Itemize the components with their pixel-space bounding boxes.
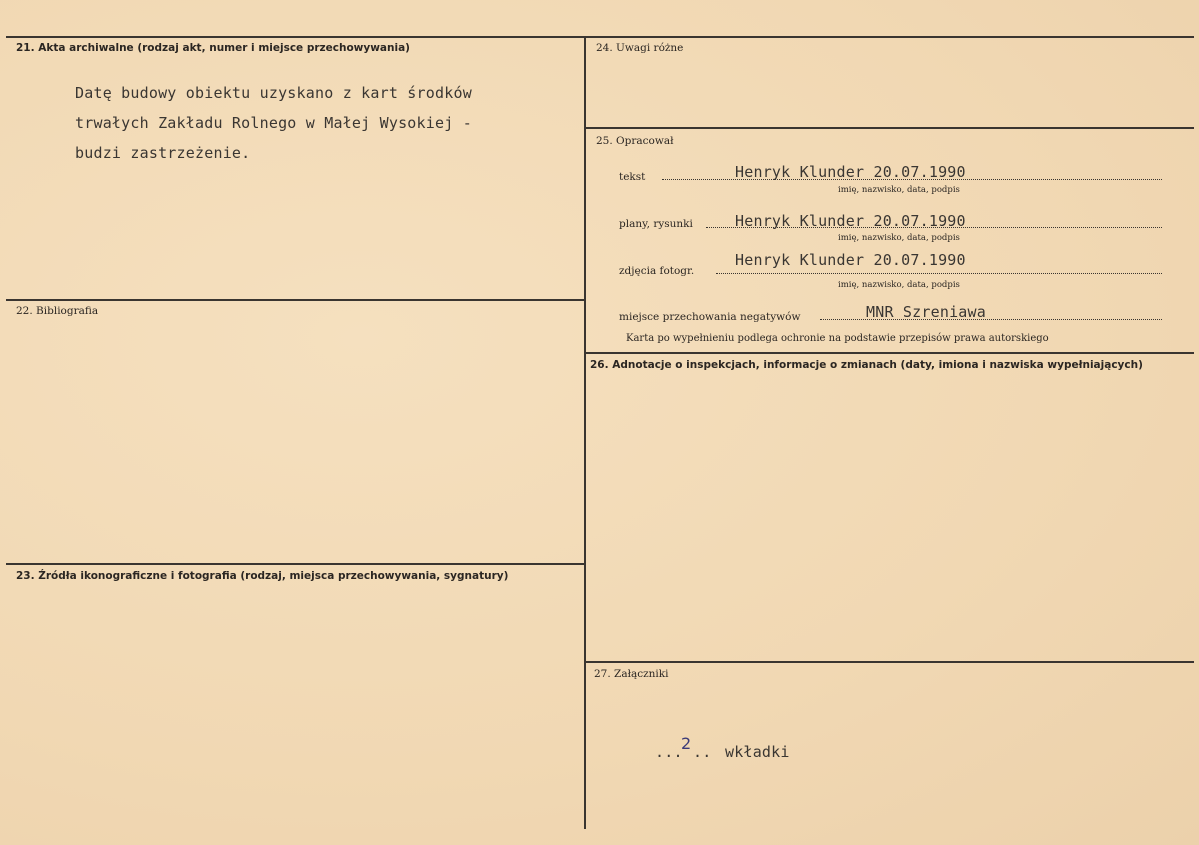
attachments-suffix: wkładki — [725, 743, 790, 761]
divider-24-25 — [585, 127, 1194, 129]
field-line-photos — [716, 273, 1162, 274]
attachments-count: 2 — [681, 734, 692, 753]
attachments-dots-before: ... — [655, 743, 683, 761]
section-22-label: 22. Bibliografia — [16, 305, 99, 317]
archive-note-line-3: budzi zastrzeżenie. — [75, 144, 251, 162]
section-24-label: 24. Uwagi różne — [596, 42, 684, 54]
negatives-value: MNR Szreniawa — [866, 303, 986, 321]
field-label-photos: zdjęcia fotogr. — [619, 265, 695, 277]
caption-text: imię, nazwisko, data, podpis — [838, 185, 960, 195]
top-border — [6, 36, 1194, 38]
section-23-label: 23. Źródła ikonograficzne i fotografia (rodzaj, miejsca przechowywania, sygnatury) — [16, 570, 509, 582]
copyright-notice: Karta po wypełnieniu podlega ochronie na podstawie przepisów prawa autorskiego — [626, 333, 1049, 344]
author-text-value: Henryk Klunder 20.07.1990 — [735, 163, 966, 181]
section-21-label: 21. Akta archiwalne (rodzaj akt, numer i miejsce przechowywania) — [16, 42, 410, 54]
archive-note-line-2: trwałych Zakładu Rolnego w Małej Wysokiej - — [75, 114, 472, 132]
section-26-label: 26. Adnotacje o inspekcjach, informacje o zmianach (daty, imiona i nazwiska wypełniających) — [590, 359, 1143, 371]
archive-note-line-1: Datę budowy obiektu uzyskano z kart środków — [75, 84, 472, 102]
author-photos-value: Henryk Klunder 20.07.1990 — [735, 251, 966, 269]
author-drawings-value: Henryk Klunder 20.07.1990 — [735, 212, 966, 230]
attachments-dots-after: .. — [693, 743, 712, 761]
caption-photos: imię, nazwisko, data, podpis — [838, 280, 960, 290]
negatives-label: miejsce przechowania negatywów — [619, 311, 801, 323]
divider-22-23 — [6, 563, 585, 565]
caption-drawings: imię, nazwisko, data, podpis — [838, 233, 960, 243]
divider-21-22 — [6, 299, 585, 301]
field-label-text: tekst — [619, 171, 646, 183]
section-25-label: 25. Opracował — [596, 135, 674, 147]
field-label-drawings: plany, rysunki — [619, 218, 693, 230]
section-27-label: 27. Załączniki — [594, 668, 669, 680]
divider-26-27 — [585, 661, 1194, 663]
divider-25-26 — [585, 352, 1194, 354]
center-divider — [584, 36, 586, 829]
